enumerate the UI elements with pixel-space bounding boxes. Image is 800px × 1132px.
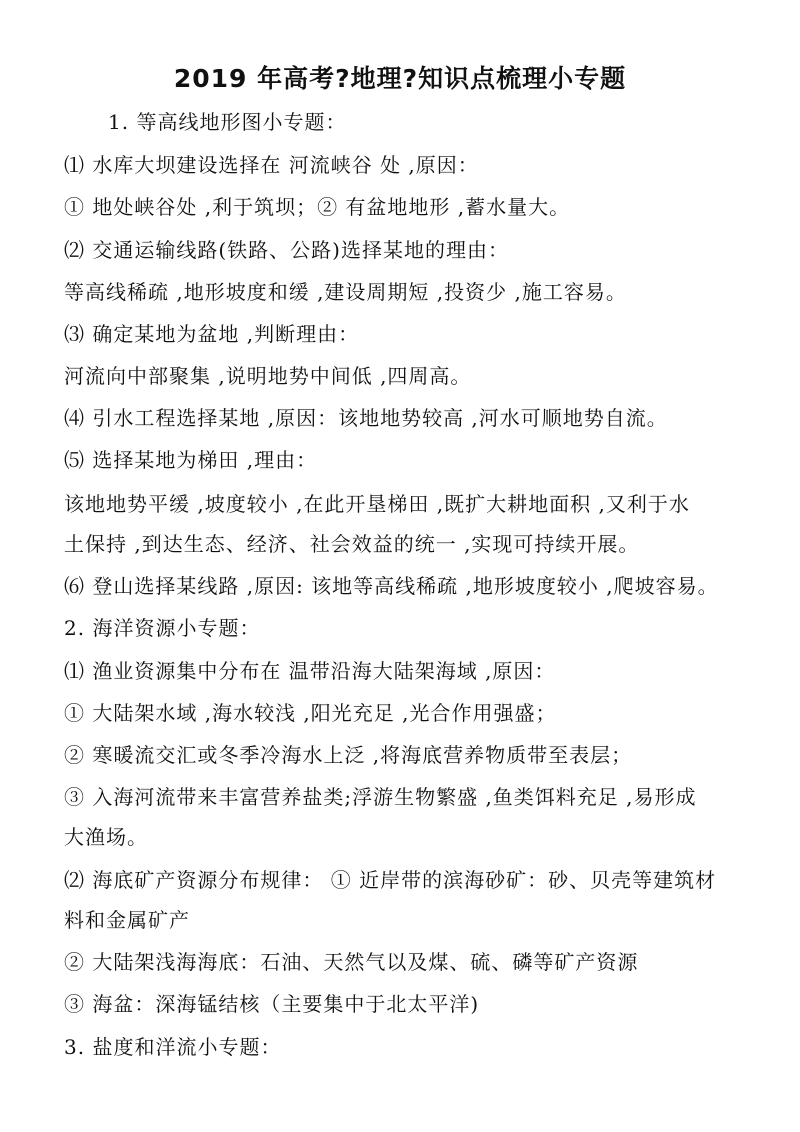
paragraph-line: 料和金属矿产	[64, 908, 190, 932]
paragraph-line: ① 大陆架水域 ,海水较浅 ,阳光充足 ,光合作用强盛；	[64, 701, 557, 725]
paragraph-line: ③ 入海河流带来丰富营养盐类;浮游生物繁盛 ,鱼类饵料充足 ,易形成	[64, 785, 697, 809]
paragraph-line: ⑴ 水库大坝建设选择在 河流峡谷 处 ,原因：	[64, 153, 479, 177]
paragraph-line: ⑵ 交通运输线路(铁路、公路)选择某地的理由：	[64, 238, 509, 262]
paragraph-line: ⑹ 登山选择某线路 ,原因: 该地等高线稀疏 ,地形坡度较小 ,爬坡容易。	[64, 574, 719, 598]
paragraph-line: 该地地势平缓 ,坡度较小 ,在此开垦梯田 ,既扩大耕地面积 ,又利于水	[64, 492, 690, 516]
document-title: 2019 年高考?地理?知识点梳理小专题	[173, 64, 627, 93]
paragraph-line: ⑴ 渔业资源集中分布在 温带沿海大陆架海域 ,原因：	[64, 659, 556, 683]
paragraph-line: ① 地处峡谷处 ,利于筑坝；② 有盆地地形 ,蓄水量大。	[64, 195, 571, 219]
paragraph-line: 大渔场。	[64, 825, 148, 849]
section-heading-3: 3. 盐度和洋流小专题：	[64, 1035, 282, 1059]
paragraph-line: ⑸ 选择某地为梯田 ,理由：	[64, 448, 318, 472]
paragraph-line: ③ 海盆：深海锰结核（主要集中于北太平洋)	[64, 992, 480, 1016]
paragraph-line: ② 寒暖流交汇或冬季冷海水上泛 ,将海底营养物质带至表层；	[64, 743, 633, 767]
paragraph-line: ⑶ 确定某地为盆地 ,判断理由：	[64, 322, 360, 346]
paragraph-line: ② 大陆架浅海海底：石油、天然气以及煤、硫、磷等矿产资源	[64, 950, 639, 974]
paragraph-line: 等高线稀疏 ,地形坡度和缓 ,建设周期短 ,投资少 ,施工容易。	[64, 280, 627, 304]
paragraph-line: ⑷ 引水工程选择某地 ,原因：该地地势较高 ,河水可顺地势自流。	[64, 406, 668, 430]
section-heading-1: 1. 等高线地形图小专题：	[108, 110, 347, 134]
paragraph-line: 河流向中部聚集 ,说明地势中间低 ,四周高。	[64, 364, 472, 388]
section-heading-2: 2. 海洋资源小专题：	[64, 616, 261, 640]
paragraph-line: ⑵ 海底矿产资源分布规律： ① 近岸带的滨海砂矿：砂、贝壳等建筑材	[64, 868, 717, 892]
paragraph-line: 土保持 ,到达生态、经济、社会效益的统一 ,实现可持续开展。	[64, 532, 640, 556]
